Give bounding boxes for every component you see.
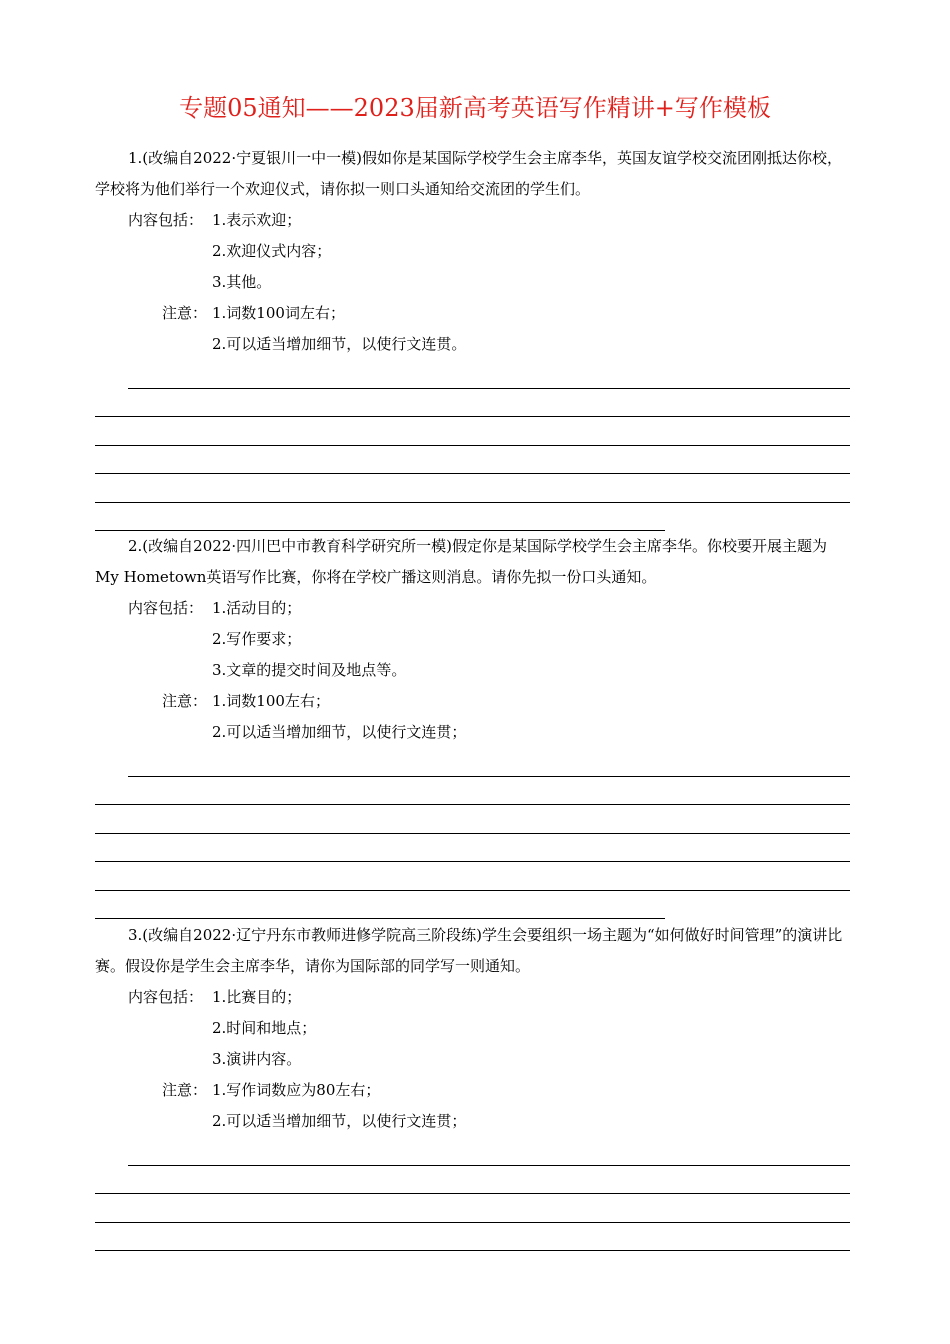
answer-area[interactable]: [95, 360, 850, 531]
question-1: [95, 143, 850, 531]
note-item: 2.可以适当增加细节，以使行文连贯；: [212, 1112, 467, 1130]
answer-line[interactable]: [128, 360, 850, 389]
content-item: 1.表示欢迎；: [212, 211, 302, 229]
content-row: [95, 267, 850, 298]
content-item: 3.演讲内容。: [212, 1050, 302, 1068]
answer-line[interactable]: [95, 503, 665, 532]
answer-line[interactable]: [95, 389, 850, 418]
content-row: [95, 655, 850, 686]
content-item: 3.文章的提交时间及地点等。: [212, 661, 407, 679]
answer-area[interactable]: [95, 748, 850, 919]
content-row: [95, 593, 850, 624]
answer-line[interactable]: [95, 1223, 850, 1252]
note-row: [95, 1075, 850, 1106]
content-item: 2.欢迎仪式内容；: [212, 242, 332, 260]
content-row: [95, 624, 850, 655]
note-row: [95, 298, 850, 329]
answer-line[interactable]: [95, 417, 850, 446]
question-stem: 2.(改编自2022·四川巴中市教育科学研究所一模)假定你是某国际学校学生会主席李华。你校要开展主题为My Hometown英语写作比赛，你将在学校广播这则消息。请你先拟一份口头通知。: [95, 537, 827, 586]
note-row: [95, 1106, 850, 1137]
note-item: 1.词数100词左右；: [212, 304, 345, 322]
answer-line[interactable]: [128, 748, 850, 777]
note-row: [95, 717, 850, 748]
content-item: 1.比赛目的；: [212, 988, 302, 1006]
content-item: 2.时间和地点；: [212, 1019, 317, 1037]
answer-line[interactable]: [95, 834, 850, 863]
answer-line[interactable]: [95, 805, 850, 834]
answer-line[interactable]: [95, 891, 665, 920]
note-row: [95, 686, 850, 717]
answer-line[interactable]: [95, 1166, 850, 1195]
note-label: 注意：: [162, 692, 208, 710]
note-item: 1.词数100左右；: [212, 692, 330, 710]
content-label: 内容包括：: [128, 988, 204, 1006]
question-3: [95, 920, 850, 1251]
answer-line[interactable]: [95, 862, 850, 891]
content-row: [95, 1013, 850, 1044]
answer-line[interactable]: [128, 1137, 850, 1166]
note-label: 注意：: [162, 1081, 208, 1099]
answer-line[interactable]: [95, 777, 850, 806]
note-item: 2.可以适当增加细节，以使行文连贯；: [212, 723, 467, 741]
question-stem: 1.(改编自2022·宁夏银川一中一模)假如你是某国际学校学生会主席李华，英国友谊学校交流团刚抵达你校，学校将为他们举行一个欢迎仪式，请你拟一则口头通知给交流团的学生们。: [95, 149, 842, 198]
question-2: [95, 531, 850, 919]
answer-line[interactable]: [95, 446, 850, 475]
content-item: 3.其他。: [212, 273, 272, 291]
content-label: 内容包括：: [128, 211, 204, 229]
content-row: [95, 982, 850, 1013]
content-label: 内容包括：: [128, 599, 204, 617]
content-row: [95, 1044, 850, 1075]
note-label: 注意：: [162, 304, 208, 322]
note-item: 2.可以适当增加细节，以使行文连贯。: [212, 335, 467, 353]
answer-area[interactable]: [95, 1137, 850, 1251]
question-stem: 3.(改编自2022·辽宁丹东市教师进修学院高三阶段练)学生会要组织一场主题为“如何做好时间管理”的演讲比赛。假设你是学生会主席李华，请你为国际部的同学写一则通知。: [95, 926, 843, 975]
content-row: [95, 205, 850, 236]
content-item: 2.写作要求；: [212, 630, 302, 648]
content-row: [95, 236, 850, 267]
note-row: [95, 329, 850, 360]
answer-line[interactable]: [95, 474, 850, 503]
content-item: 1.活动目的；: [212, 599, 302, 617]
page-title: 专题05通知——2023届新高考英语写作精讲+写作模板: [179, 94, 771, 122]
answer-line[interactable]: [95, 1194, 850, 1223]
note-item: 1.写作词数应为80左右；: [212, 1081, 381, 1099]
